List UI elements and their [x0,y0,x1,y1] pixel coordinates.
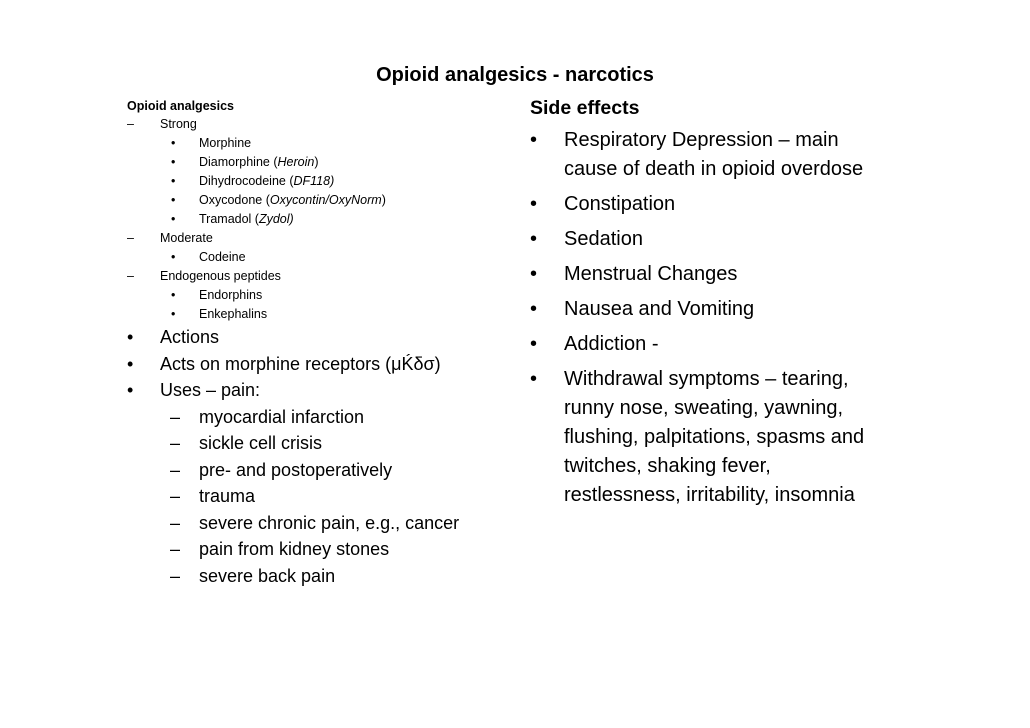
group-label: Strong [160,117,197,131]
group-endogenous-peptides [127,267,522,286]
bullet-marker: • [530,228,538,250]
side-effect-item [530,190,910,219]
bullet-marker: • [530,129,538,151]
dash-marker: – [170,565,181,586]
use-item [127,404,522,431]
bullet-text: Uses – pain: [160,380,261,400]
side-effects-heading: Side effects [530,97,640,119]
dash-marker: – [170,433,181,453]
side-effect-item [530,225,910,254]
bullet-marker: • [171,212,176,226]
list-item [127,153,522,172]
list-item [127,134,522,153]
use-text: pain from kidney stones [199,539,390,559]
bullet-marker: • [171,307,176,321]
group-label: Moderate [160,231,213,245]
bullet-marker: • [530,368,538,390]
slide-title: Opioid analgesics - narcotics [376,64,654,86]
use-text: pre- and postoperatively [199,459,393,480]
drug-name: Oxycodone (Oxycontin/OxyNorm) [199,193,386,207]
bullet-marker: • [530,193,538,215]
dash-marker: – [127,269,134,283]
bullet-marker: • [530,298,538,320]
group-strong [127,115,522,134]
dash-marker: – [170,459,181,480]
bullet-uses [127,377,522,404]
bullet-marker: • [127,327,134,347]
side-effect-text: Menstrual Changes [564,263,738,285]
side-effect-item [530,126,910,184]
dash-marker: – [170,486,181,506]
bullet-marker: • [171,250,176,264]
dash-marker: – [170,539,181,559]
right-column [530,94,910,516]
dash-marker: – [170,512,181,533]
bullet-text: Actions [160,327,220,347]
use-item [127,510,522,537]
use-item [127,457,522,484]
list-item [127,172,522,191]
group-label: Endogenous peptides [160,269,281,283]
bullet-marker: • [171,174,176,188]
list-item [127,210,522,229]
dash-marker: – [127,117,134,131]
use-text: severe back pain [199,565,336,586]
bullet-marker: • [127,380,134,400]
side-effect-text: Nausea and Vomiting [564,298,755,320]
side-effect-text: Constipation [564,193,676,215]
side-effect-text: Respiratory Depression – main cause of death in opioid overdose [564,129,864,180]
bullet-marker: • [171,136,176,150]
list-item [127,248,522,267]
bullet-marker: • [171,155,176,169]
bullet-actions [127,324,522,351]
side-effect-text: Withdrawal symptoms – tearing, runny nose, sweating, yawning, flushing, palpitations, spasms and twitches, shaking fever, restlessness, irritability, insomnia [564,368,865,506]
bullet-marker: • [127,353,134,374]
dash-marker: – [170,406,181,427]
use-text: severe chronic pain, e.g., cancer [199,512,460,533]
bullet-marker: • [530,263,538,285]
use-text: sickle cell crisis [199,433,323,453]
drug-name: Codeine [199,250,246,264]
side-effect-text: Sedation [564,228,643,250]
use-text: trauma [199,486,256,506]
bullet-marker: • [171,193,176,207]
dash-marker: – [127,231,134,245]
use-item [127,563,522,590]
list-item [127,286,522,305]
list-item [127,191,522,210]
side-effect-item [530,260,910,289]
side-effect-item [530,365,910,510]
drug-name: Diamorphine (Heroin) [199,155,319,169]
bullet-marker: • [171,288,176,302]
use-item [127,430,522,457]
peptide-name: Enkephalins [199,307,268,321]
bullet-text: Acts on morphine receptors (μḰδσ) [160,353,441,374]
use-item [127,536,522,563]
drug-name: Morphine [199,136,252,150]
use-item [127,483,522,510]
opioid-analgesics-heading: Opioid analgesics [127,99,234,113]
side-effect-item [530,330,910,359]
peptide-name: Endorphins [199,288,263,302]
drug-name: Dihydrocodeine (DF118) [199,174,335,188]
list-item [127,305,522,324]
drug-name: Tramadol (Zydol) [199,212,294,226]
use-text: myocardial infarction [199,406,365,427]
left-column [127,97,522,589]
side-effect-item [530,295,910,324]
side-effect-text: Addiction - [564,333,659,355]
bullet-receptors [127,351,522,378]
group-moderate [127,229,522,248]
bullet-marker: • [530,333,538,355]
